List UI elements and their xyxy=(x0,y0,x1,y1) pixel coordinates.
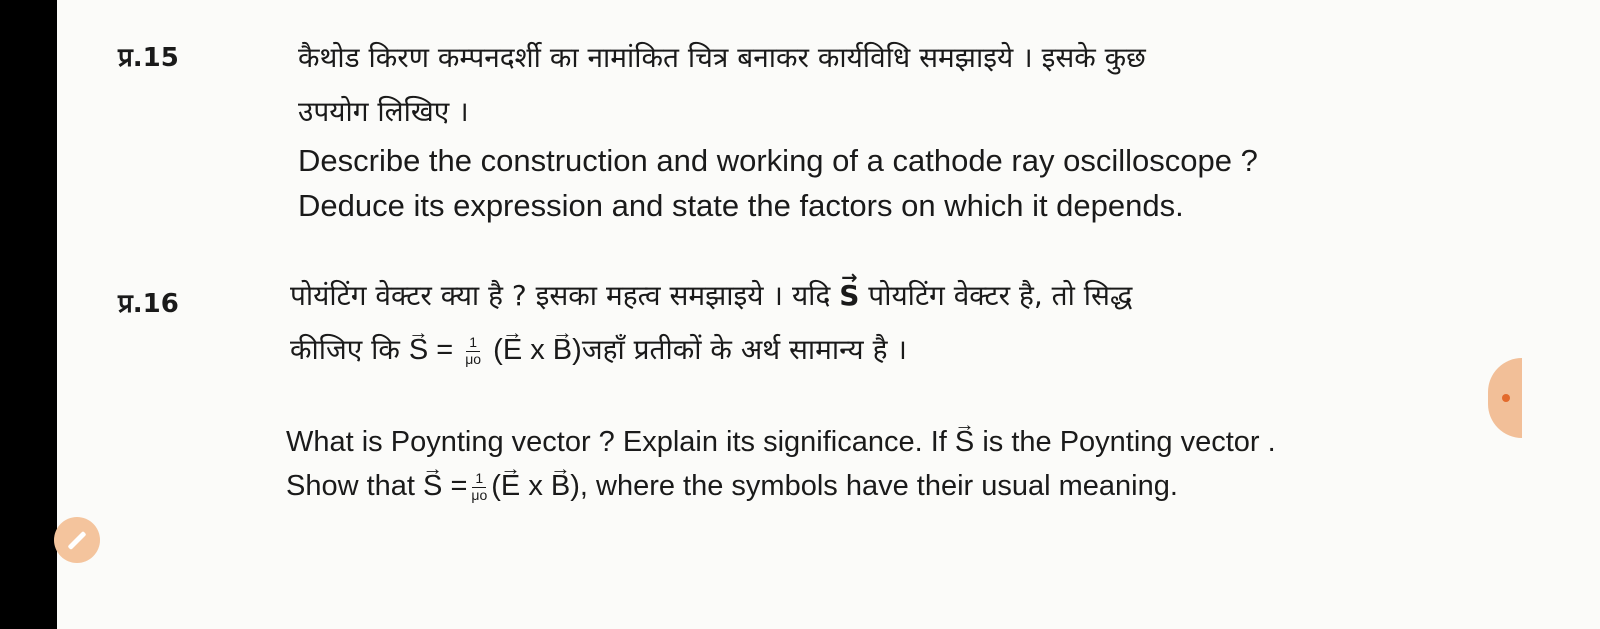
question-15-hindi-line-1: कैथोड किरण कम्पनदर्शी का नामांकित चित्र बनाकर कार्यविधि समझाइये । इसके कुछ xyxy=(298,41,1146,74)
edit-pen-icon xyxy=(67,531,86,550)
question-16-english-line-1: What is Poynting vector ? Explain its significance. If → S is the Poynting vector . xyxy=(286,426,1276,459)
hindi-line-1-text-b: पोयटिंग वेक्टर है, तो सिद्ध xyxy=(859,279,1133,312)
english-fraction: $\frac{1}{\mu o}$ xyxy=(471,470,488,503)
question-16-number: प्र.16 xyxy=(118,289,179,319)
english-formula: → S = $\frac{1}{\mu o}$ (→ E x → B) xyxy=(423,470,580,502)
edit-button[interactable] xyxy=(54,517,100,563)
hindi-line-1-text-a: पोयंटिंग वेक्टर क्या है ? इसका महत्व समझाइये । यदि xyxy=(290,279,840,312)
poynting-vector-symbol: → S xyxy=(839,279,859,312)
question-15-number: प्र.15 xyxy=(118,43,179,73)
question-15-hindi-line-2: उपयोग लिखिए । xyxy=(298,95,469,128)
question-16-hindi-line-1 xyxy=(290,276,1132,314)
fraction: $\frac{1}{\mu o}$ xyxy=(465,334,482,367)
english-poynting-symbol: → S xyxy=(955,426,974,459)
hindi-formula: → S = $\frac{1}{\mu o}$ (→ E x → B) xyxy=(409,334,582,366)
question-15-english-line-1: Describe the construction and working of a cathode ray oscilloscope ? xyxy=(298,143,1258,178)
floating-side-icon xyxy=(1502,394,1510,402)
question-16-english-line-2: Show that → S = $\frac{1}{\mu o}$ (→ E x → B), where the symbols have their usual meaning. xyxy=(286,470,1178,503)
document-page xyxy=(57,0,1600,629)
hindi-line-2-text-b: जहाँ प्रतीकों के अर्थ सामान्य है । xyxy=(581,333,907,366)
hindi-line-2-text-a: कीजिए कि xyxy=(290,333,409,366)
question-16-hindi-line-2 xyxy=(290,330,907,368)
question-15-english-line-2: Deduce its expression and state the factors on which it depends. xyxy=(298,188,1184,223)
